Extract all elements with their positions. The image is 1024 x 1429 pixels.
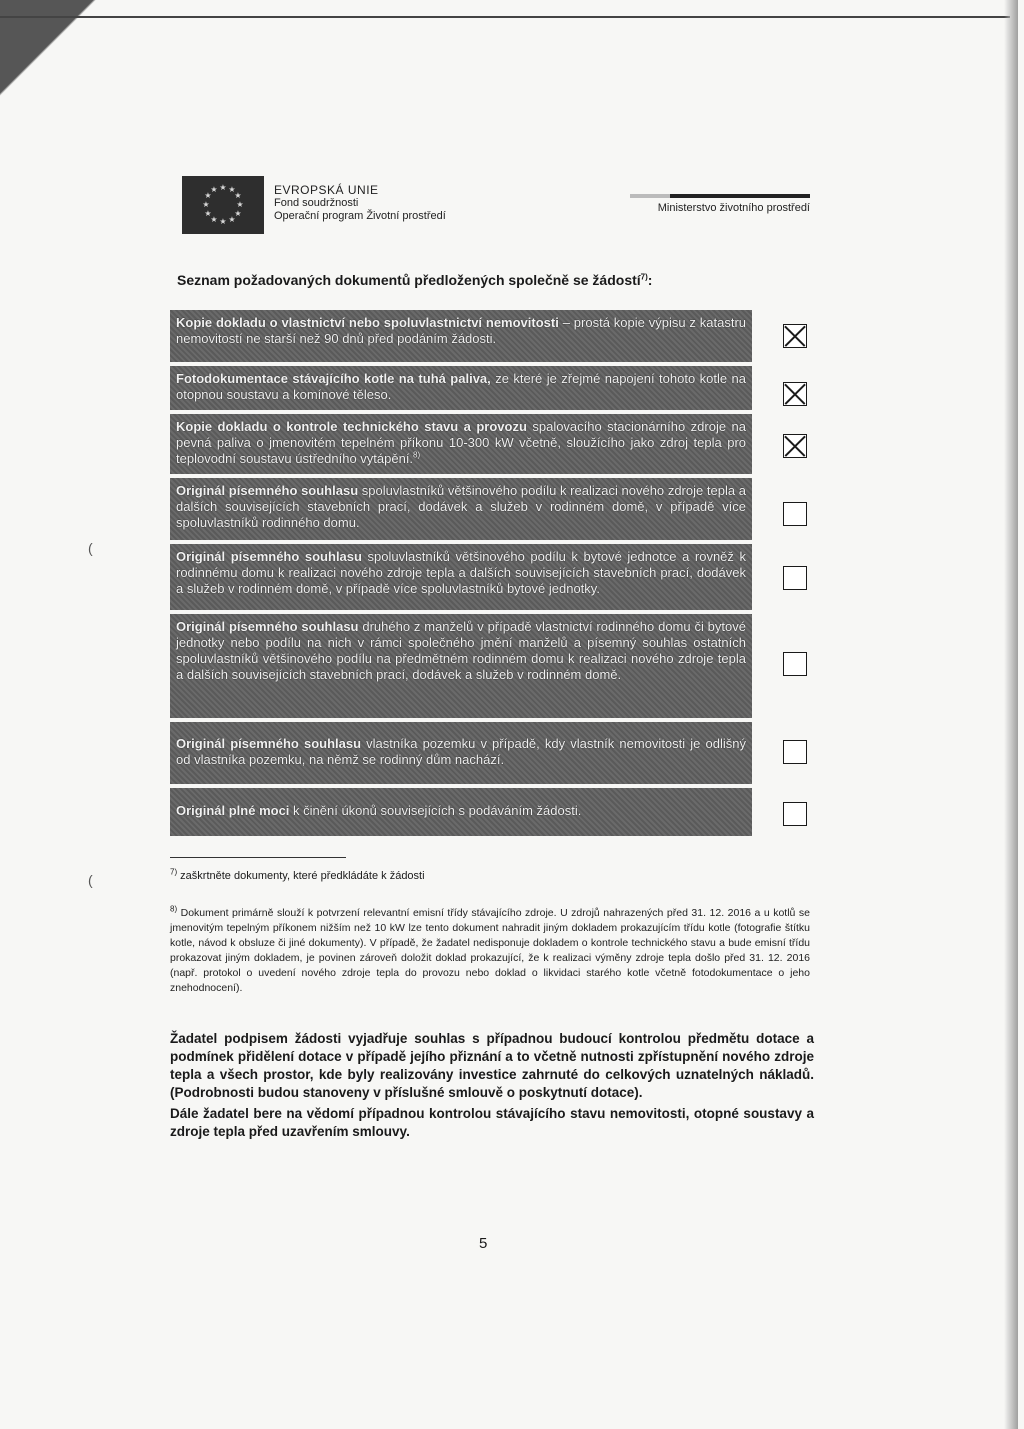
document-item	[170, 478, 820, 542]
document-item	[170, 414, 820, 476]
scan-shadow	[0, 0, 120, 190]
document-item	[170, 366, 820, 412]
document-item	[170, 544, 820, 612]
applicant-statement	[170, 1030, 814, 1144]
eu-program: Operační program Životní prostředí	[274, 210, 446, 222]
svg-text:★: ★	[204, 191, 212, 200]
scan-edge	[0, 10, 1010, 18]
document-text: Originál písemného souhlasu vlastníka pozemku v případě, kdy vlastník nemovitosti je odlišný od vlastníka pozemku, na němž se rodinný dům nachází.	[170, 722, 752, 784]
footnote-divider	[170, 857, 346, 858]
document-text: Originál písemného souhlasu spoluvlastníků většinového podílu k bytové jednotce a rovněž k rodinnému domu k realizaci nového zdroje tepla a dalších souvisejících stavebních prací, dodávek a služeb v rodinném domě, v případě více spoluvlastníků bytové jednotky.	[170, 544, 752, 610]
document-checkbox[interactable]	[783, 324, 807, 348]
eu-program-text	[274, 184, 446, 223]
svg-text:★: ★	[228, 215, 236, 224]
svg-text:★: ★	[234, 209, 242, 218]
margin-mark: (	[88, 872, 93, 888]
document-checkbox[interactable]	[783, 434, 807, 458]
statement-paragraph: Žadatel podpisem žádosti vyjadřuje souhlas s případnou budoucí kontrolou předmětu dotace a podmínek přidělení dotace v případě jejího přiznání a to včetně nutnosti zpřístupnění nového zdroje tepla a všech prostor, kde byly realizovány investice zahrnuté do celkových uznatelných nákladů. (Podrobnosti budou stanoveny v příslušné smlouvě o poskytnutí dotace).	[170, 1031, 814, 1100]
title-text: Seznam požadovaných dokumentů předložených společně se žádostí	[177, 272, 641, 288]
document-item	[170, 722, 820, 786]
document-text: Originál plné moci k činění úkonů souvisejících s podáváním žádosti.	[170, 788, 752, 836]
svg-text:★: ★	[202, 200, 210, 209]
svg-text:★: ★	[204, 209, 212, 218]
document-text: Originál písemného souhlasu druhého z manželů v případě vlastnictví rodinného domu či bytové jednotky nebo podílu na nich v rámci společného jmění manželů a písemný souhlas ostatních spoluvlastníků většinového podílu na předmětném rodinném domu k realizaci nového zdroje tepla a dalších souvisejících stavebních prací, dodávek a služeb v rodinném domě.	[170, 614, 752, 718]
document-item	[170, 788, 820, 838]
footnote-text: Dokument primárně slouží k potvrzení relevantní emisní třídy stávajícího zdroje. U zdrojů nahrazených před 31. 12. 2016 a u kotlů se jmenovitým tepelným příkonem nižším než 10 kW lze tento dokument nahradit jiným dokladem prokazujícím třídu kotle (fotografie štítku kotle, návod k obsluze či jiné dokumenty). V případě, že žadatel nedisponuje dokladem o kontrole technického stavu a bude emisní třídu prokazovat jiným dokladem, je povinen zároveň doložit doklad prokazující, že k realizaci výměny zdroje tepla došlo před 31. 12. 2016 (např. protokol o uvedení nového zdroje tepla do provozu nebo doklad o likvidaci starého kotle včetně fotodokumentace o jeho znehodnocení).	[170, 907, 810, 994]
document-checkbox[interactable]	[783, 382, 807, 406]
ministry-bar	[630, 194, 810, 198]
document-text: Fotodokumentace stávajícího kotle na tuhá paliva, ze které je zřejmé napojení tohoto kotle na otopnou soustavu a komínové těleso.	[170, 366, 752, 410]
page-header	[182, 176, 810, 238]
document-item	[170, 310, 820, 364]
ministry-logo	[630, 194, 810, 214]
document-checklist	[170, 310, 820, 840]
document-checkbox[interactable]	[783, 652, 807, 676]
svg-text:★: ★	[219, 217, 227, 226]
margin-mark: (	[88, 540, 93, 556]
title-suffix: :	[647, 272, 653, 288]
footnote-marker: 8)	[170, 904, 178, 914]
eu-title: EVROPSKÁ UNIE	[274, 183, 379, 197]
page-number: 5	[479, 1235, 488, 1252]
svg-text:★: ★	[210, 215, 218, 224]
footnote-text: zaškrtněte dokumenty, které předkládáte k žádosti	[177, 870, 425, 882]
document-text: Originál písemného souhlasu spoluvlastníků většinového podílu k realizaci nového zdroje tepla a dalších souvisejících stavebních prací, dodávek a služeb v rodinném domě, v případě více spoluvlastníků rodinného domu.	[170, 478, 752, 540]
document-checkbox[interactable]	[783, 740, 807, 764]
footnote-marker: 7)	[170, 867, 178, 877]
svg-text:★: ★	[234, 191, 242, 200]
title-footnote-ref: 7)	[640, 272, 648, 282]
document-text: Kopie dokladu o kontrole technického stavu a provozu spalovacího stacionárního zdroje na pevná paliva o jmenovitém tepelném příkonu 10-300 kW včetně, sloužícího jako zdroj tepla pro teplovodní soustavu ústředního vytápění.$^{8)}$	[170, 414, 752, 474]
svg-text:★: ★	[219, 183, 227, 192]
svg-text:★: ★	[210, 185, 218, 194]
document-checkbox[interactable]	[783, 502, 807, 526]
page-title	[177, 272, 652, 288]
document-text: Kopie dokladu o vlastnictví nebo spoluvlastnictví nemovitosti – prostá kopie výpisu z katastru nemovitostí ne starší než 90 dnů před podáním žádosti.	[170, 310, 752, 362]
eu-flag-logo	[182, 176, 264, 234]
scan-edge-right	[1004, 0, 1018, 1429]
svg-text:★: ★	[228, 185, 236, 194]
svg-text:★: ★	[236, 200, 244, 209]
ministry-name: Ministerstvo životního prostředí	[657, 202, 810, 214]
footnote-8	[170, 906, 810, 996]
document-checkbox[interactable]	[783, 566, 807, 590]
footnote-7	[170, 867, 425, 882]
document-checkbox[interactable]	[783, 802, 807, 826]
eu-fund: Fond soudržnosti	[274, 197, 359, 209]
document-item	[170, 614, 820, 720]
statement-paragraph: Dále žadatel bere na vědomí případnou kontrolou stávajícího stavu nemovitosti, otopné soustavy a zdroje tepla před uzavřením smlouvy.	[170, 1106, 814, 1139]
